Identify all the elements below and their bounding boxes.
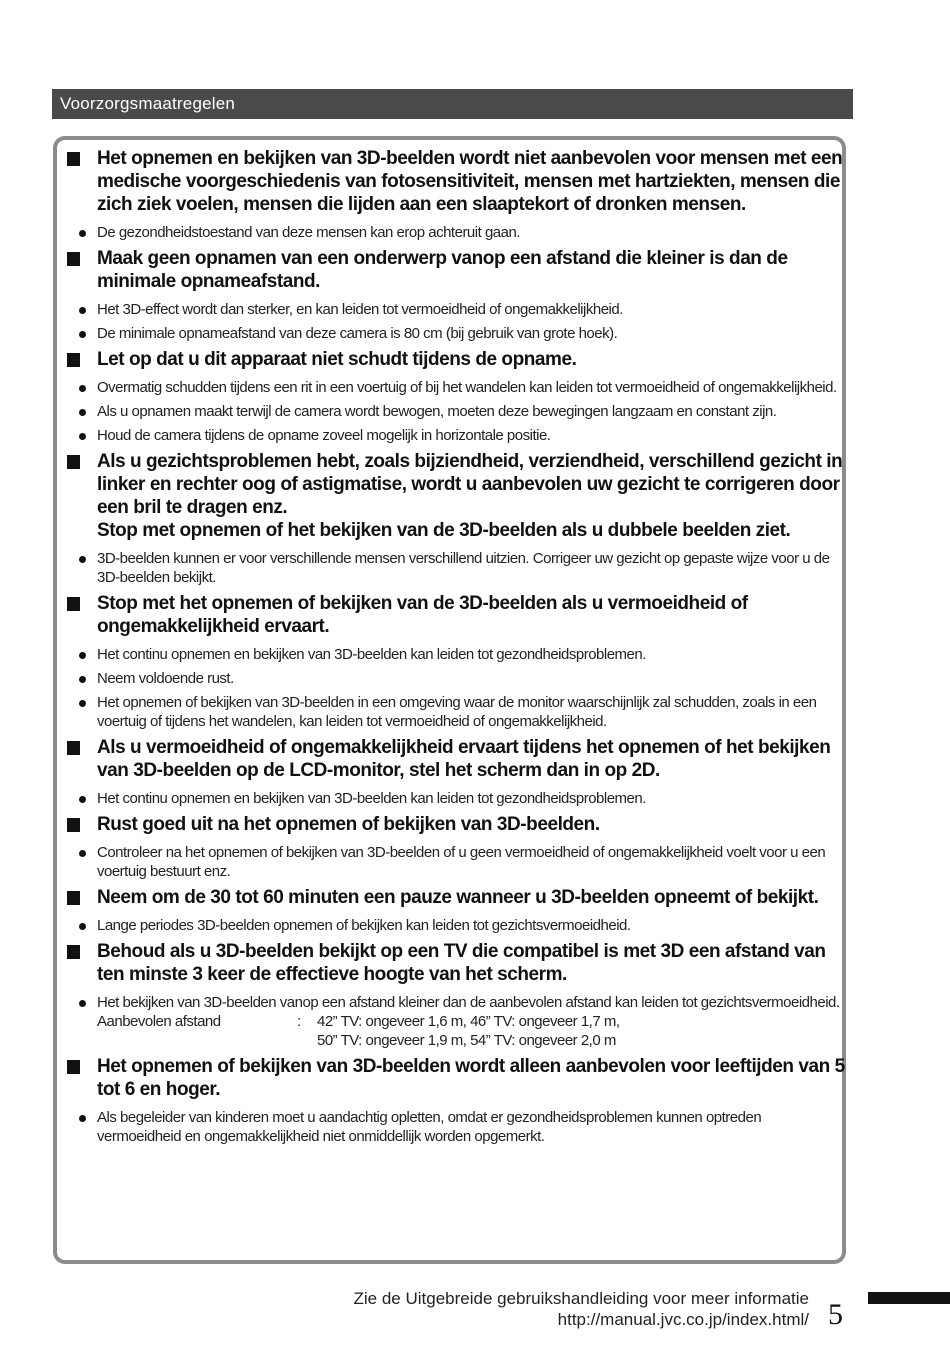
- square-bullet-icon: [67, 152, 80, 166]
- distance-colon: :: [297, 1013, 301, 1030]
- precaution-bullet-text: Het bekijken van 3D-beelden vanop een afstand kleiner dan de aanbevolen afstand kan leiden tot gezichtsvermoeidheid.: [97, 994, 840, 1011]
- precaution-heading: [66, 592, 846, 638]
- precaution-item: [66, 450, 846, 587]
- precaution-heading-text: Als u gezichtsproblemen hebt, zoals bijziendheid, verziendheid, verschillend gezicht in linker en rechter oog of astigmatise, wordt u aanbevolen uw gezicht te corrigeren door een bril te dragen enz. Stop met opnemen of het bekijken van de 3D-beelden als u dubbele beelden ziet.: [97, 451, 843, 541]
- precaution-bullet-text: Lange periodes 3D-beelden opnemen of bekijken kan leiden tot gezichtsvermoeidheid.: [97, 917, 631, 934]
- section-header-bar: [52, 89, 853, 119]
- precaution-heading-text: Maak geen opnamen van een onderwerp vanop een afstand die kleiner is dan de minimale opnameafstand.: [97, 248, 788, 292]
- round-bullet-icon: [79, 796, 86, 803]
- precaution-item: [66, 940, 846, 1050]
- precaution-bullet: [66, 789, 846, 808]
- precaution-bullet: [66, 402, 846, 421]
- precaution-heading-text: Neem om de 30 tot 60 minuten een pauze wanneer u 3D-beelden opneemt of bekijkt.: [97, 887, 819, 908]
- precaution-bullet: [66, 916, 846, 935]
- precaution-heading-text: Het opnemen en bekijken van 3D-beelden wordt niet aanbevolen voor mensen met een medische voorgeschiedenis van fotosensitiviteit, mensen met hartziekten, mensen die zich ziek voelen, mensen die lijden aan een slaaptekort of dronken mensen.: [97, 148, 843, 215]
- precaution-bullet: [66, 993, 846, 1050]
- precaution-item: [66, 592, 846, 731]
- precaution-bullet-text: Overmatig schudden tijdens een rit in een voertuig of bij het wandelen kan leiden tot vermoeidheid of ongemakkelijkheid.: [97, 379, 837, 396]
- page-number: 5: [828, 1298, 843, 1331]
- round-bullet-icon: [79, 923, 86, 930]
- round-bullet-icon: [79, 307, 86, 314]
- precaution-bullet-text: Controleer na het opnemen of bekijken van 3D-beelden of u geen vermoeidheid of ongemakkelijkheid voelt voor u een voertuig bestuurt enz.: [97, 844, 826, 880]
- precaution-bullet: [66, 549, 846, 587]
- round-bullet-icon: [79, 652, 86, 659]
- precaution-heading-text: Behoud als u 3D-beelden bekijkt op een TV die compatibel is met 3D een afstand van ten minste 3 keer de effectieve hoogte van het scherm.: [97, 941, 826, 985]
- square-bullet-icon: [67, 455, 80, 469]
- precaution-bullet: [66, 669, 846, 688]
- precaution-bullet-text: Houd de camera tijdens de opname zoveel mogelijk in horizontale positie.: [97, 427, 551, 444]
- precaution-bullet-text: 3D-beelden kunnen er voor verschillende mensen verschillend uitzien. Corrigeer uw gezicht op gepaste wijze voor u de 3D-beelden bekijkt.: [97, 550, 830, 586]
- precaution-bullet: [66, 324, 846, 343]
- precaution-item: [66, 1055, 846, 1146]
- round-bullet-icon: [79, 676, 86, 683]
- precaution-heading-text: Rust goed uit na het opnemen of bekijken van 3D-beelden.: [97, 814, 600, 835]
- precaution-heading-text: Als u vermoeidheid of ongemakkelijkheid ervaart tijdens het opnemen of het bekijken van 3D-beelden op de LCD-monitor, stel het scherm dan in op 2D.: [97, 737, 831, 781]
- precaution-heading: [66, 147, 846, 216]
- square-bullet-icon: [67, 353, 80, 367]
- precaution-item: [66, 736, 846, 808]
- precaution-heading: [66, 348, 846, 371]
- precaution-item: [66, 147, 846, 242]
- round-bullet-icon: [79, 331, 86, 338]
- distance-row: [97, 1012, 846, 1031]
- precaution-bullet: [66, 378, 846, 397]
- precaution-heading-text: Let op dat u dit apparaat niet schudt tijdens de opname.: [97, 349, 577, 370]
- distance-colon: [297, 1031, 317, 1050]
- page-edge-tab: [868, 1292, 950, 1304]
- precaution-heading: [66, 1055, 846, 1101]
- precautions-list: [66, 147, 846, 1151]
- precaution-bullet-text: Het opnemen of bekijken van 3D-beelden in een omgeving waar de monitor waarschijnlijk zal schudden, zoals in een voertuig of tijdens het wandelen, kan leiden tot vermoeidheid of ongemakkelijkheid.: [97, 694, 817, 730]
- precaution-heading: [66, 886, 846, 909]
- round-bullet-icon: [79, 850, 86, 857]
- precaution-bullet: [66, 426, 846, 445]
- precaution-item: [66, 247, 846, 343]
- precaution-heading: [66, 736, 846, 782]
- footer-reference-text: Zie de Uitgebreide gebruikshandleiding voor meer informatie: [353, 1289, 809, 1308]
- square-bullet-icon: [67, 1060, 80, 1074]
- round-bullet-icon: [79, 230, 86, 237]
- square-bullet-icon: [67, 597, 80, 611]
- distance-value: 42” TV: ongeveer 1,6 m, 46” TV: ongeveer 1,7 m,: [317, 1013, 620, 1030]
- square-bullet-icon: [67, 252, 80, 266]
- precaution-heading-text: Het opnemen of bekijken van 3D-beelden wordt alleen aanbevolen voor leeftijden van 5 tot 6 en hoger.: [97, 1056, 845, 1100]
- precaution-heading: [66, 247, 846, 293]
- precaution-bullet: [66, 300, 846, 319]
- precaution-heading: [66, 450, 846, 542]
- precaution-bullet: [66, 693, 846, 731]
- square-bullet-icon: [67, 945, 80, 959]
- footer-url[interactable]: http://manual.jvc.co.jp/index.html/: [557, 1310, 809, 1329]
- square-bullet-icon: [67, 891, 80, 905]
- precaution-bullet: [66, 223, 846, 242]
- precaution-bullet: [66, 843, 846, 881]
- round-bullet-icon: [79, 556, 86, 563]
- precaution-heading: [66, 813, 846, 836]
- precaution-bullet-text: De gezondheidstoestand van deze mensen kan erop achteruit gaan.: [97, 224, 520, 241]
- precaution-bullet-text: De minimale opnameafstand van deze camera is 80 cm (bij gebruik van grote hoek).: [97, 325, 618, 342]
- precaution-item: [66, 886, 846, 935]
- round-bullet-icon: [79, 433, 86, 440]
- precaution-item: [66, 813, 846, 881]
- precaution-heading-text: Stop met het opnemen of bekijken van de 3D-beelden als u vermoeidheid of ongemakkelijkheid ervaart.: [97, 593, 748, 637]
- distance-label: [97, 1031, 297, 1050]
- precaution-bullet-text: Het continu opnemen en bekijken van 3D-beelden kan leiden tot gezondheidsproblemen.: [97, 646, 646, 663]
- precaution-bullet: [66, 1108, 846, 1146]
- distance-value: 50” TV: ongeveer 1,9 m, 54” TV: ongeveer 2,0 m: [317, 1032, 616, 1049]
- round-bullet-icon: [79, 700, 86, 707]
- precaution-bullet-text: Het continu opnemen en bekijken van 3D-beelden kan leiden tot gezondheidsproblemen.: [97, 790, 646, 807]
- precaution-item: [66, 348, 846, 445]
- round-bullet-icon: [79, 385, 86, 392]
- square-bullet-icon: [67, 818, 80, 832]
- precaution-bullet-text: Als u opnamen maakt terwijl de camera wordt bewogen, moeten deze bewegingen langzaam en constant zijn.: [97, 403, 777, 420]
- precaution-heading: [66, 940, 846, 986]
- square-bullet-icon: [67, 741, 80, 755]
- round-bullet-icon: [79, 1000, 86, 1007]
- precaution-bullet-text: Als begeleider van kinderen moet u aandachtig opletten, omdat er gezondheidsproblemen kunnen optreden vermoeidheid en ongemakkelijkheid niet onmiddellijk worden opgemerkt.: [97, 1109, 762, 1145]
- section-title: Voorzorgsmaatregelen: [60, 94, 236, 113]
- precaution-bullet-text: Het 3D-effect wordt dan sterker, en kan leiden tot vermoeidheid of ongemakkelijkheid.: [97, 301, 623, 318]
- round-bullet-icon: [79, 409, 86, 416]
- precaution-bullet: [66, 645, 846, 664]
- precaution-bullet-text: Neem voldoende rust.: [97, 670, 234, 687]
- distance-row: [97, 1031, 846, 1050]
- round-bullet-icon: [79, 1115, 86, 1122]
- distance-label: Aanbevolen afstand: [97, 1013, 221, 1030]
